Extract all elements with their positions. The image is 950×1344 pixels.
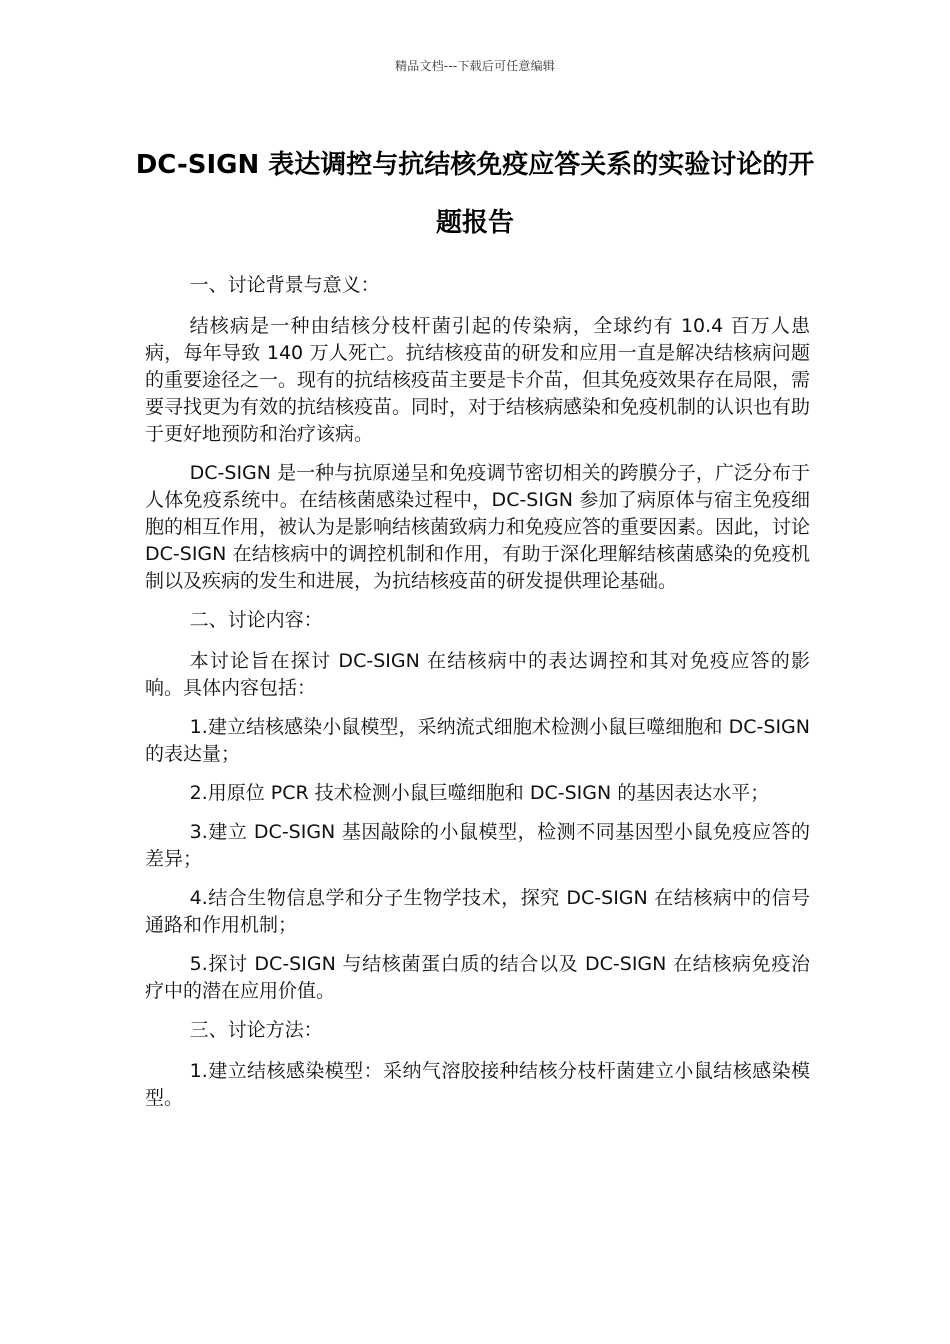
section-heading-background: 一、讨论背景与意义： [189,274,380,296]
paragraph-tuberculosis-intro: 结核病是一种由结核分枝杆菌引起的传染病，全球约有 10.4 百万人患病，每年导致 140 万人死亡。抗结核疫苗的研发和应用一直是解决结核病问题的重要途径之一。现有的抗结核疫苗主要是卡介苗，但其免疫效果存在局限，需要寻找更为有效的抗结核疫苗。同时，对于结核病感染和免疫机制的认识也有助于更好地预防和治疗该病。 [145,315,811,445]
header-note: 精品文档---下载后可任意编辑 [395,59,555,73]
list-item-content-5: 5.探讨 DC-SIGN 与结核菌蛋白质的结合以及 DC-SIGN 在结核病免疫治疗中的潜在应用价值。 [145,953,810,1002]
list-item-content-2: 2.用原位 PCR 技术检测小鼠巨噬细胞和 DC-SIGN 的基因表达水平； [189,782,770,804]
document-body [145,272,810,1124]
list-item-method-1: 1.建立结核感染模型：采纳气溶胶接种结核分枝杆菌建立小鼠结核感染模型。 [145,1060,810,1109]
section-heading-content: 二、讨论内容： [189,609,323,631]
document-title: DC-SIGN 表达调控与抗结核免疫应答关系的实验讨论的开题报告 [135,150,815,238]
paragraph-dc-sign-intro: DC-SIGN 是一种与抗原递呈和免疫调节密切相关的跨膜分子，广泛分布于人体免疫系统中。在结核菌感染过程中，DC-SIGN 参加了病原体与宿主免疫细胞的相互作用，被认为是影响结核菌致病力和免疫应答的重要因素。因此，讨论 DC-SIGN 在结核病中的调控机制和作用，有助于深化理解结核菌感染的免疫机制以及疾病的发生和进展，为抗结核疫苗的研发提供理论基础。 [145,462,811,592]
list-item-content-4: 4.结合生物信息学和分子生物学技术，探究 DC-SIGN 在结核病中的信号通路和作用机制； [145,887,810,936]
paragraph-content-intro: 本讨论旨在探讨 DC-SIGN 在结核病中的表达调控和其对免疫应答的影响。具体内容包括： [145,650,810,699]
section-heading-methods: 三、讨论方法： [189,1019,323,1041]
list-item-content-3: 3.建立 DC-SIGN 基因敲除的小鼠模型，检测不同基因型小鼠免疫应答的差异； [145,821,810,870]
list-item-content-1: 1.建立结核感染小鼠模型，采纳流式细胞术检测小鼠巨噬细胞和 DC-SIGN 的表达量； [145,716,810,765]
